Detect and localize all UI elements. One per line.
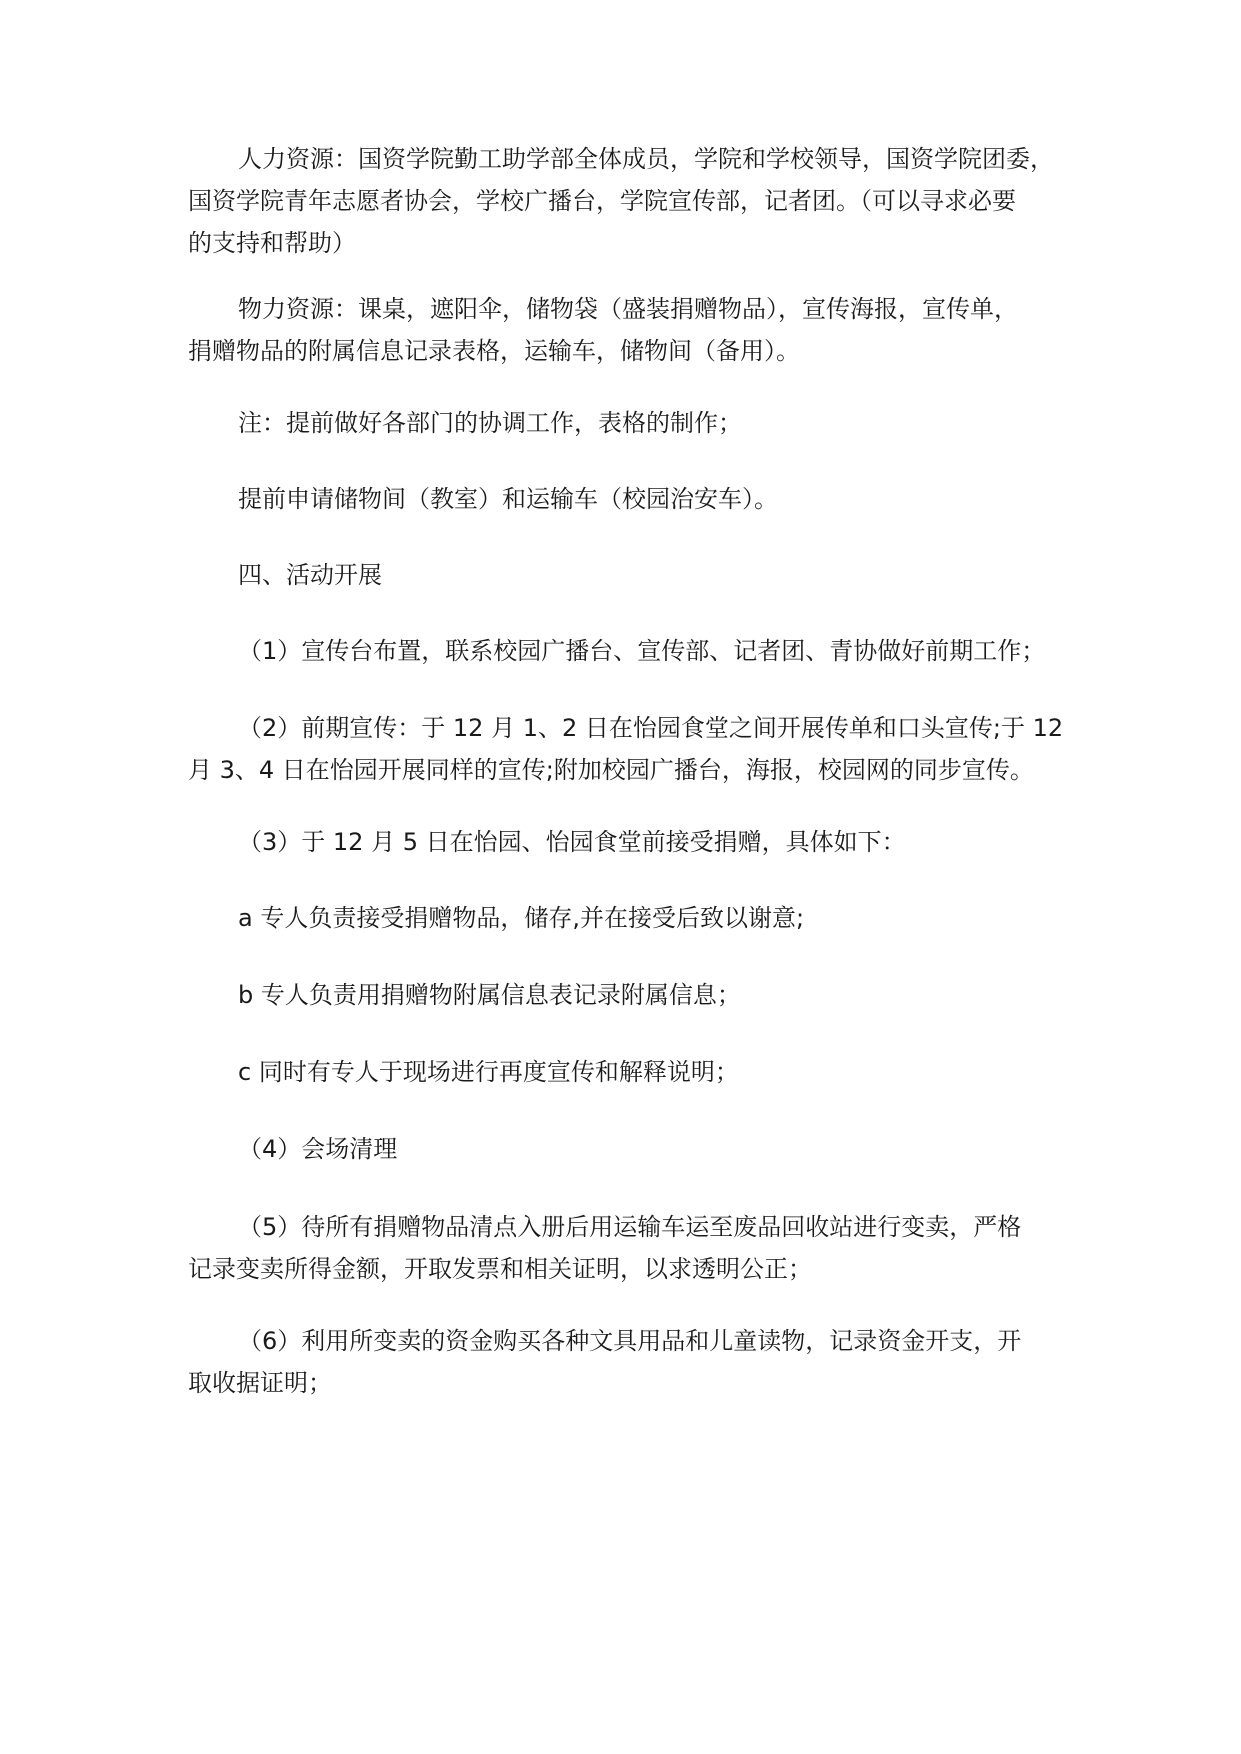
section-heading-activity (188, 554, 1068, 596)
paragraph-item-b (188, 974, 1068, 1016)
text-line: （2）前期宣传：于 12 月 1、2 日在怡园食堂之间开展传单和口头宣传;于 12 (238, 714, 1064, 742)
paragraph-note (188, 402, 1068, 444)
paragraph-step-3 (188, 821, 1068, 863)
paragraph-step-2 (188, 707, 1068, 791)
text-line: a 专人负责接受捐赠物品，储存,并在接受后致以谢意; (238, 904, 805, 932)
text-line: 国资学院青年志愿者协会，学校广播台，学院宣传部，记者团。（可以寻求必要 (188, 187, 1016, 215)
text-line: 注：提前做好各部门的协调工作，表格的制作； (238, 409, 742, 437)
paragraph-step-6 (188, 1320, 1068, 1404)
text-line: （5）待所有捐赠物品清点入册后用运输车运至废品回收站进行变卖，严格 (238, 1213, 1022, 1241)
paragraph-step-4 (188, 1128, 1068, 1170)
text-line: c 同时有专人于现场进行再度宣传和解释说明； (238, 1058, 739, 1086)
paragraph-item-c (188, 1051, 1068, 1093)
text-line: 记录变卖所得金额，开取发票和相关证明，以求透明公正； (188, 1255, 812, 1283)
text-line: （6）利用所变卖的资金购买各种文具用品和儿童读物，记录资金开支，开 (238, 1327, 1022, 1355)
text-line: 捐赠物品的附属信息记录表格，运输车，储物间（备用）。 (188, 337, 800, 365)
text-line: 人力资源：国资学院勤工助学部全体成员，学院和学校领导，国资学院团委， (238, 145, 1054, 173)
paragraph-item-a (188, 897, 1068, 939)
paragraph-human-resources (188, 138, 1068, 264)
text-line: （3）于 12 月 5 日在怡园、怡园食堂前接受捐赠，具体如下： (238, 828, 906, 856)
paragraph-material-resources (188, 288, 1068, 372)
text-line: （1）宣传台布置，联系校园广播台、宣传部、记者团、青协做好前期工作； (238, 637, 1046, 665)
text-line: （4）会场清理 (238, 1135, 398, 1163)
text-line: 月 3、4 日在怡园开展同样的宣传;附加校园广播台，海报，校园网的同步宣传。 (188, 756, 1034, 784)
text-line: 四、活动开展 (238, 561, 382, 589)
paragraph-apply-storage (188, 478, 1068, 520)
text-line: 物力资源：课桌，遮阳伞，储物袋（盛装捐赠物品），宣传海报，宣传单， (238, 295, 1018, 323)
text-line: b 专人负责用捐赠物附属信息表记录附属信息； (238, 981, 741, 1009)
paragraph-step-5 (188, 1206, 1068, 1290)
paragraph-step-1 (188, 630, 1068, 672)
text-line: 提前申请储物间（教室）和运输车（校园治安车）。 (238, 485, 778, 513)
text-line: 的支持和帮助） (188, 229, 356, 257)
text-line: 取收据证明； (188, 1369, 332, 1397)
